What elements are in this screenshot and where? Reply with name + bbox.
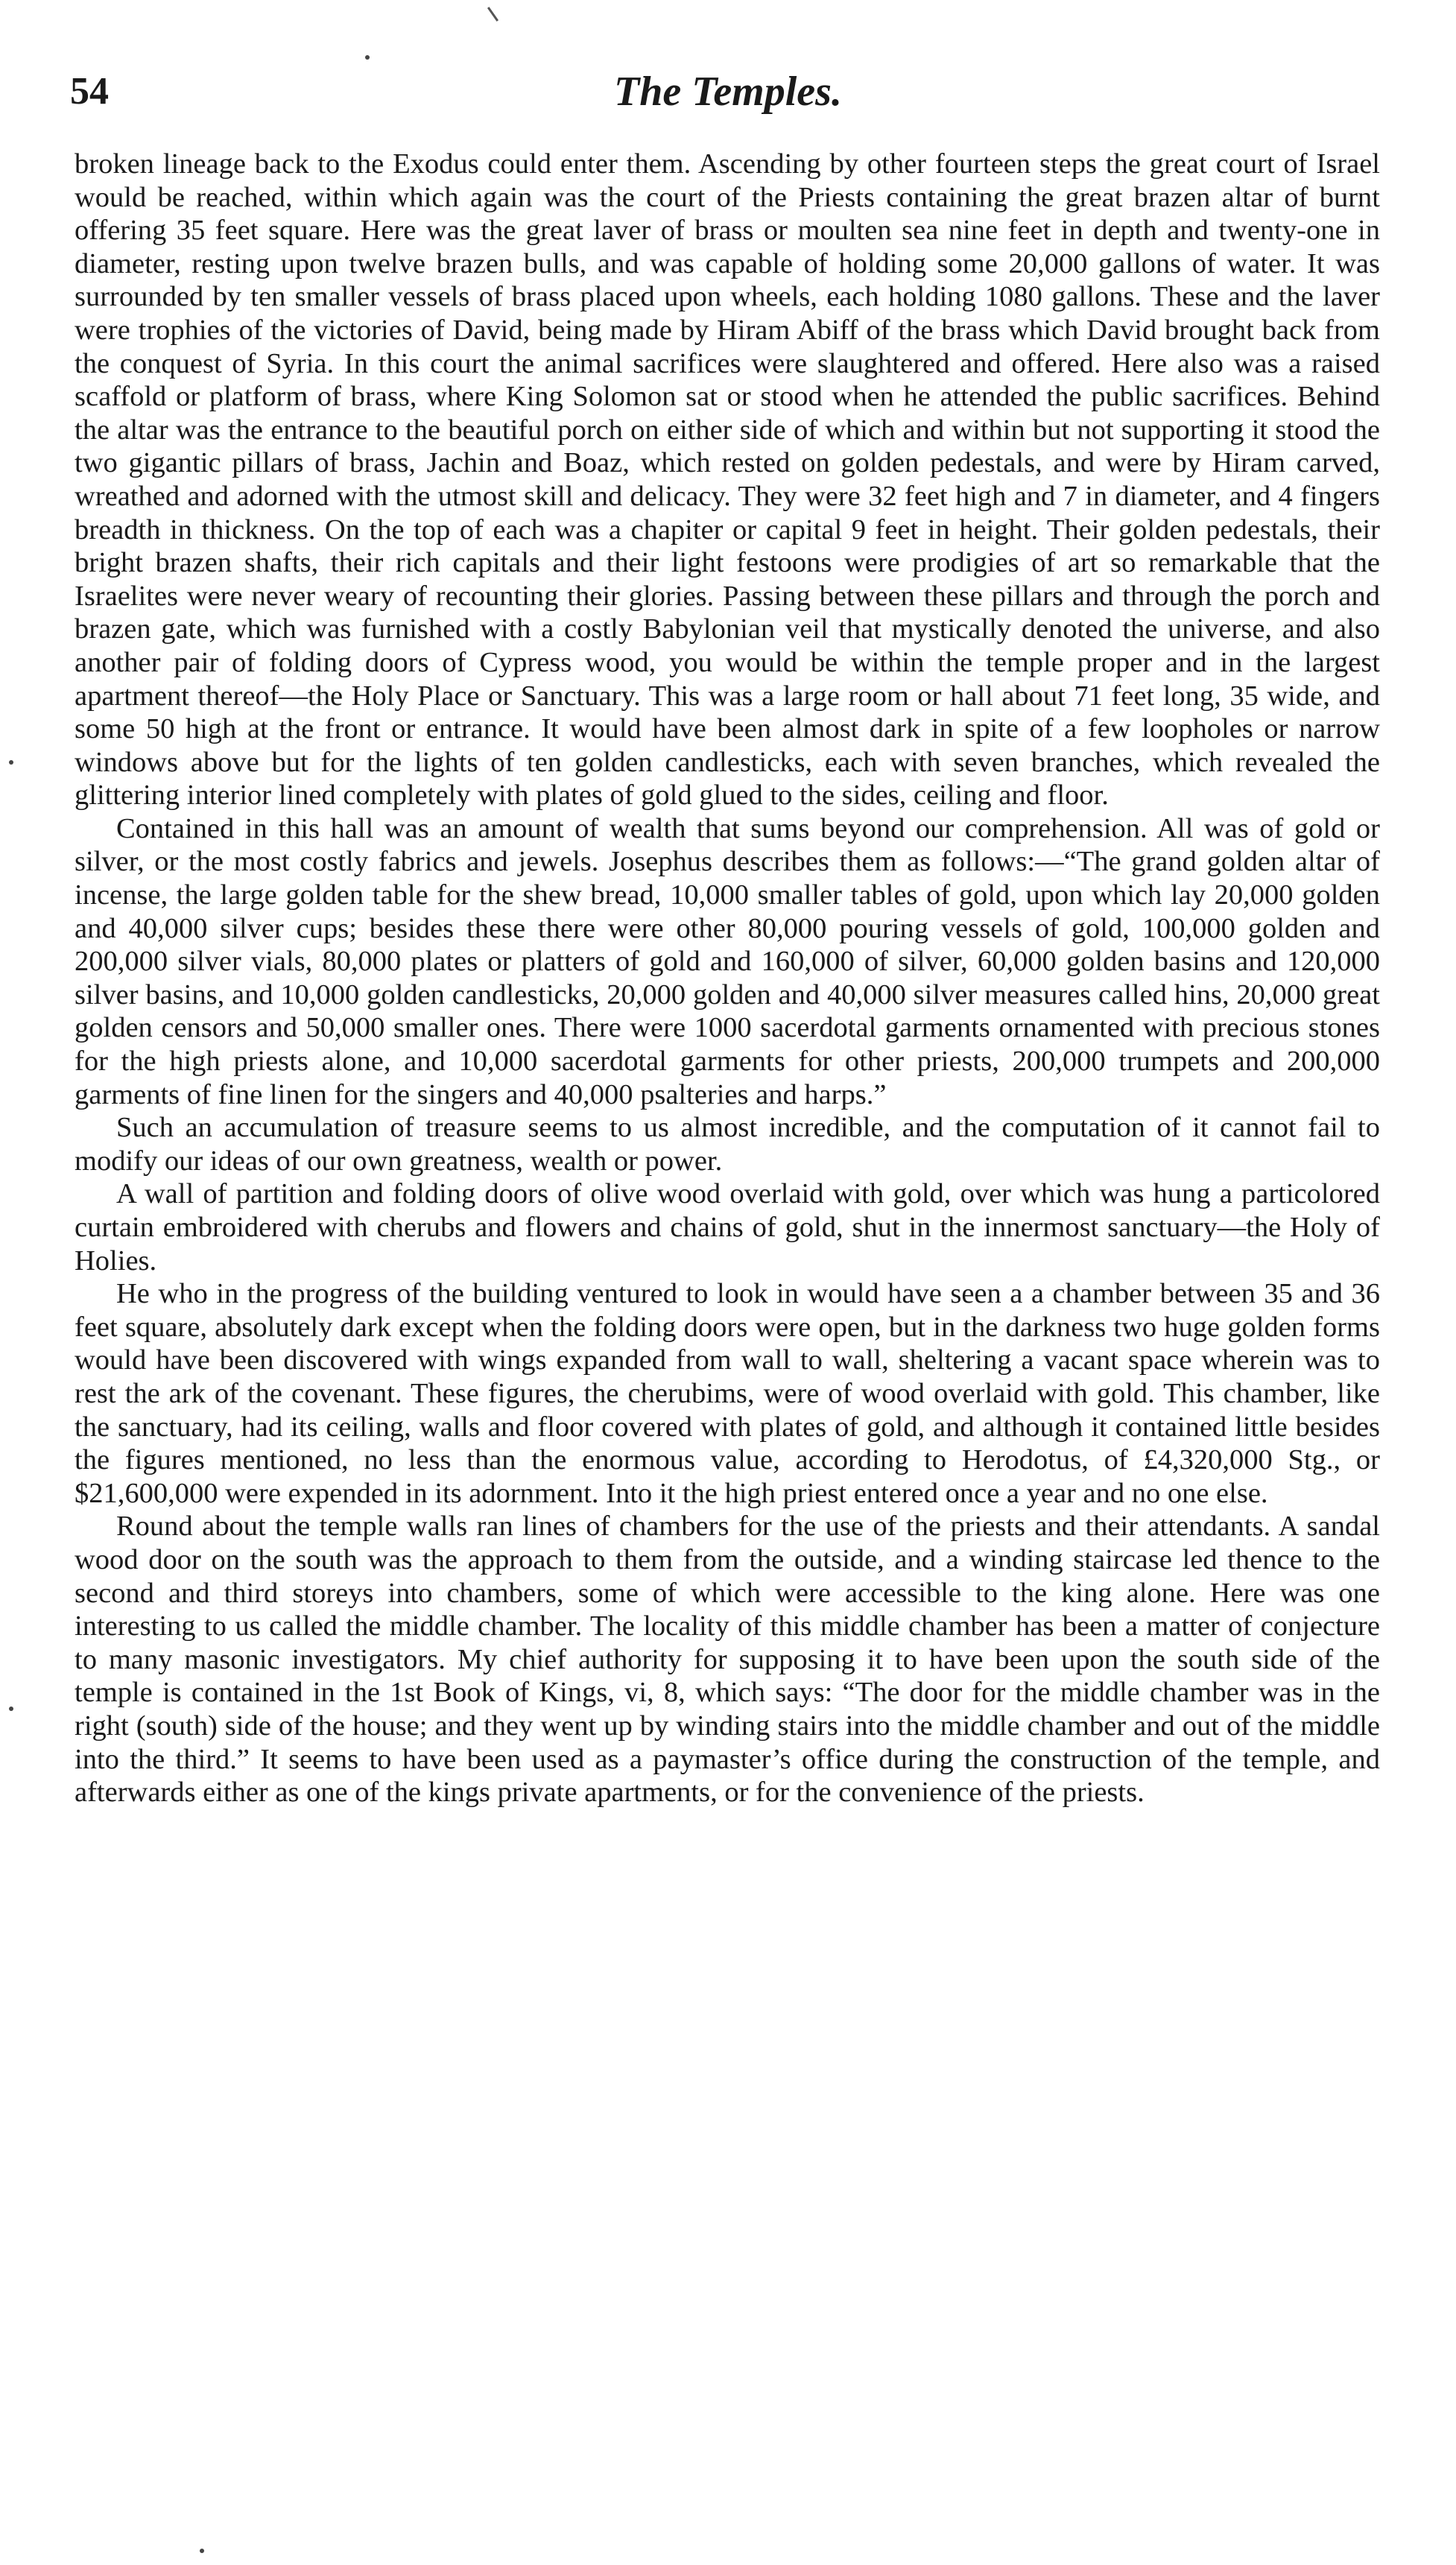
scan-speck-bottom bbox=[200, 2549, 204, 2553]
scan-speck-top bbox=[365, 55, 370, 60]
paragraph-holy-of-holies: A wall of partition and folding doors of olive wood overlaid with gold, over which was hung a particolored curtain embroidered with cherubs and flowers and chains of gold, shut in the innermost sanctuary—the Holy of Holies. bbox=[75, 1178, 1380, 1277]
paragraph-outer-courts: broken lineage back to the Exodus could enter them. Ascending by other fourteen steps the great court of Israel would be reached, within which again was the court of the Priests containing the great brazen altar of burnt offering 35 feet square. Here was the great laver of brass or moulten sea nine feet in depth and twenty-one in diameter, resting upon twelve brazen bulls, and was capable of holding some 20,000 gallons of water. It was surrounded by ten smaller vessels of brass placed upon wheels, each holding 1080 gallons. These and the laver were trophies of the victories of David, being made by Hiram Abiff of the brass which David brought back from the conquest of Syria. In this court the animal sacrifices were slaughtered and offered. Here also was a raised scaffold or platform of brass, where King Solomon sat or stood when he attended the public sacrifices. Behind the altar was the entrance to the beautiful porch on either side of which and within but not supporting it stood the two gigantic pillars of brass, Jachin and Boaz, which rested on golden pedestals, and were by Hiram carved, wreathed and adorned with the utmost skill and delicacy. They were 32 feet high and 7 in diameter, and 4 fingers breadth in thickness. On the top of each was a chapiter or capital 9 feet in height. Their golden pedestals, their bright brazen shafts, their rich capitals and their light festoons were prodigies of art so remarkable that the Israelites were never weary of recounting their glories. Passing between these pillars and through the porch and brazen gate, which was furnished with a costly Babylonian veil that mystically denoted the universe, and also another pair of folding doors of Cypress wood, you would be within the temple proper and in the largest apartment thereof—the Holy Place or Sanctuary. This was a large room or hall about 71 feet long, 35 wide, and some 50 high at the front or entrance. It would have been almost dark in spite of a few loopholes or narrow windows above but for the lights of ten golden candlesticks, each with seven branches, which revealed the glittering interior lined completely with plates of gold glued to the sides, ceiling and floor. bbox=[75, 148, 1380, 812]
page-header bbox=[70, 63, 1386, 121]
paragraph-treasure: Such an accumulation of treasure seems to us almost incredible, and the computation of it cannot fail to modify our ideas of our own greatness, wealth or power. bbox=[75, 1112, 1380, 1177]
body-text bbox=[75, 148, 1380, 1809]
scan-mark-top bbox=[487, 7, 498, 22]
scan-speck-margin-lower bbox=[9, 1707, 13, 1711]
paragraph-inner-chamber: He who in the progress of the building ventured to look in would have seen a a chamber between 35 and 36 feet square, absolutely dark except when the folding doors were open, but in the darkness two huge golden forms would have been discovered with wings expanded from wall to wall, sheltering a vacant space wherein was to rest the ark of the covenant. These figures, the cherubims, were of wood overlaid with gold. This chamber, like the sanctuary, had its ceiling, walls and floor covered with plates of gold, and although it contained little besides the figures mentioned, no less than the enormous value, according to Herodotus, of £4,320,000 Stg., or $21,600,000 were expended in its adornment. Into it the high priest entered once a year and no one else. bbox=[75, 1278, 1380, 1509]
running-title: The Temples. bbox=[614, 69, 842, 115]
scan-speck-margin bbox=[9, 760, 13, 765]
paragraph-middle-chamber: Round about the temple walls ran lines of chambers for the use of the priests and their attendants. A sandal wood door on the south was the approach to them from the outside, and a winding staircase led thence to the second and third storeys into chambers, some of which were accessible to the king alone. Here was one interesting to us called the middle chamber. The locality of this middle chamber has been a matter of conjecture to many masonic investigators. My chief authority for supposing it to have been upon the south side of the temple is contained in the 1st Book of Kings, vi, 8, which says: “The door for the middle chamber was in the right (south) side of the house; and they went up by winding stairs into the middle chamber and out of the middle into the third.” It seems to have been used as a paymaster’s office during the construction of the temple, and afterwards either as one of the kings private apartments, or for the convenience of the priests. bbox=[75, 1511, 1380, 1809]
page-number: 54 bbox=[70, 70, 109, 113]
paragraph-hall-wealth: Contained in this hall was an amount of wealth that sums beyond our comprehension. All was of gold or silver, or the most costly fabrics and jewels. Josephus describes them as follows:—“The grand golden altar of incense, the large golden table for the shew bread, 10,000 smaller tables of gold, upon which lay 20,000 golden and 40,000 silver cups; besides these there were other 80,000 pouring vessels of gold, 100,000 golden and 200,000 silver vials, 80,000 plates or platters of gold and 160,000 of silver, 60,000 golden basins and 120,000 silver basins, and 10,000 golden candlesticks, 20,000 golden and 40,000 silver measures called hins, 20,000 great golden censors and 50,000 smaller ones. There were 1000 sacerdotal garments ornamented with precious stones for the high priests alone, and 10,000 sacerdotal garments for other priests, 200,000 trumpets and 200,000 garments of fine linen for the singers and 40,000 psalteries and harps.” bbox=[75, 812, 1380, 1110]
